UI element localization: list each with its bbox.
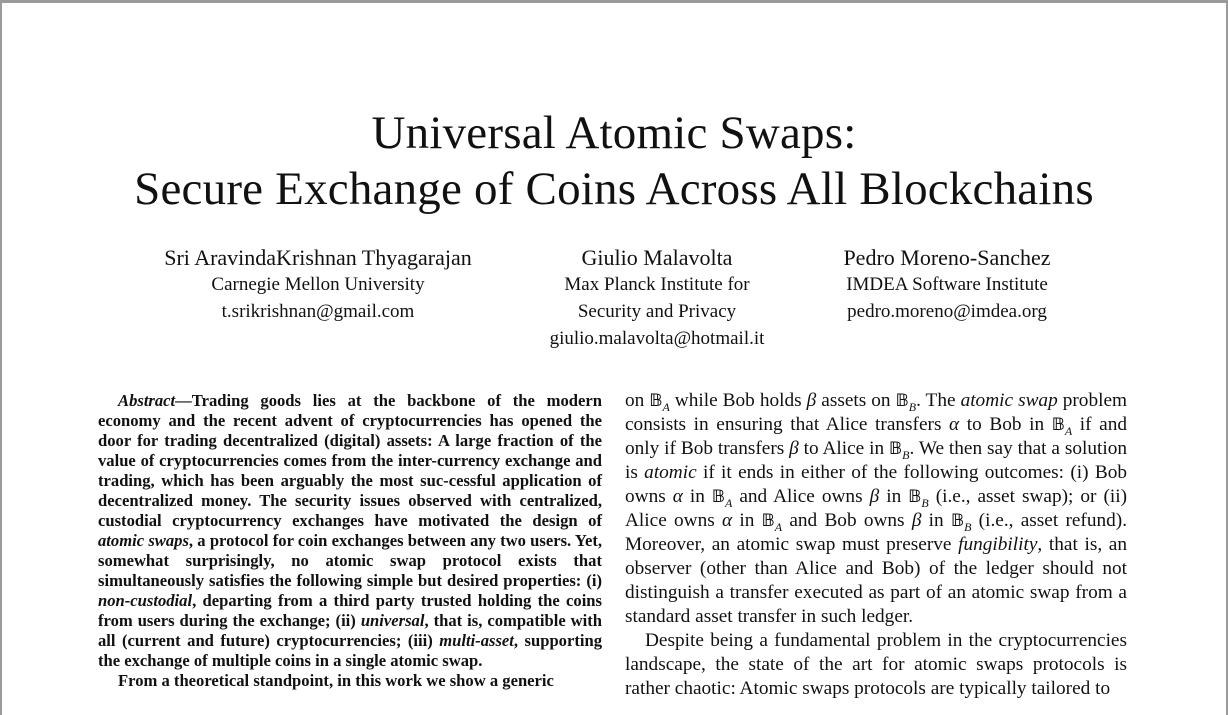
author-affiliation: IMDEA Software Institute — [846, 274, 1048, 295]
author-email: t.srikrishnan@gmail.com — [221, 301, 415, 322]
author-block-2 — [517, 244, 797, 352]
abstract — [98, 391, 602, 691]
title-line-1: Universal Atomic Swaps: — [371, 107, 857, 159]
author-name: Sri AravindaKrishnan Thyagarajan — [164, 245, 472, 270]
abstract-paragraph-2: From a theoretical standpoint, in this work we show a generic — [118, 671, 554, 690]
author-name: Giulio Malavolta — [581, 245, 733, 270]
author-name: Pedro Moreno-Sanchez — [843, 245, 1051, 270]
body-paragraph-2: Despite being a fundamental problem in the cryptocurrencies landscape, the state of the art for atomic swaps protocols is rather chaotic: Atomic swaps protocols are typically tailored to — [625, 630, 1127, 699]
author-affiliation: Carnegie Mellon University — [211, 274, 425, 295]
paper-title — [2, 105, 1226, 217]
author-affiliation: Max Planck Institute for — [564, 274, 750, 295]
author-email: giulio.malavolta@hotmail.it — [549, 328, 765, 349]
abstract-label: Abstract — [118, 391, 176, 410]
author-affiliation: Security and Privacy — [577, 301, 737, 322]
author-block-1 — [98, 244, 538, 325]
body-text-right — [625, 389, 1127, 701]
author-email: pedro.moreno@imdea.org — [847, 301, 1047, 322]
body-paragraph: on 𝔹$_A$ while Bob holds β assets on 𝔹$_B$. The atomic swap problem consists in ensuring that Alice transfers α to Bob in 𝔹$_A$ if and only if Bob transfers β to Alice in 𝔹$_B$. We then say that a solution is atomic if it ends in either of the following outcomes: (i) Bob owns α in 𝔹$_A$ and Alice owns β in 𝔹$_B$ (i.e., asset swap); or (ii) Alice owns α in 𝔹$_A$ and Bob owns β in 𝔹$_B$ (i.e., asset refund). Moreover, an atomic swap must preserve fungibility, that is, an observer (other than Alice and Bob) of the ledger should not distinguish a transfer executed as part of an atomic swap from a standard asset transfer in such ledger. — [625, 390, 1128, 627]
title-line-2: Secure Exchange of Coins Across All Blockchains — [134, 163, 1094, 215]
author-block-3 — [812, 244, 1082, 325]
abstract-paragraph: Abstract—Trading goods lies at the backbone of the modern economy and the recent advent of cryptocurrencies has opened the door for trading decentralized (digital) assets: A large fraction of the value of cryptocurrencies comes from the inter-currency exchange and trading, which has been arguably the most suc-cessful application of decentralized money. The security issues observed with centralized, custodial cryptocurrency exchanges have motivated the design of atomic swaps, a protocol for coin exchanges between any two users. Yet, somewhat surprisingly, no atomic swap protocol exists that simultaneously satisfies the following simple but desired properties: (i) non-custodial, departing from a third party trusted holding the coins from users during the exchange; (ii) universal, that is, compatible with all (current and future) cryptocurrencies; (iii) multi-asset, supporting the exchange of multiple coins in a single atomic swap. — [98, 391, 603, 670]
paper-page — [2, 3, 1226, 715]
